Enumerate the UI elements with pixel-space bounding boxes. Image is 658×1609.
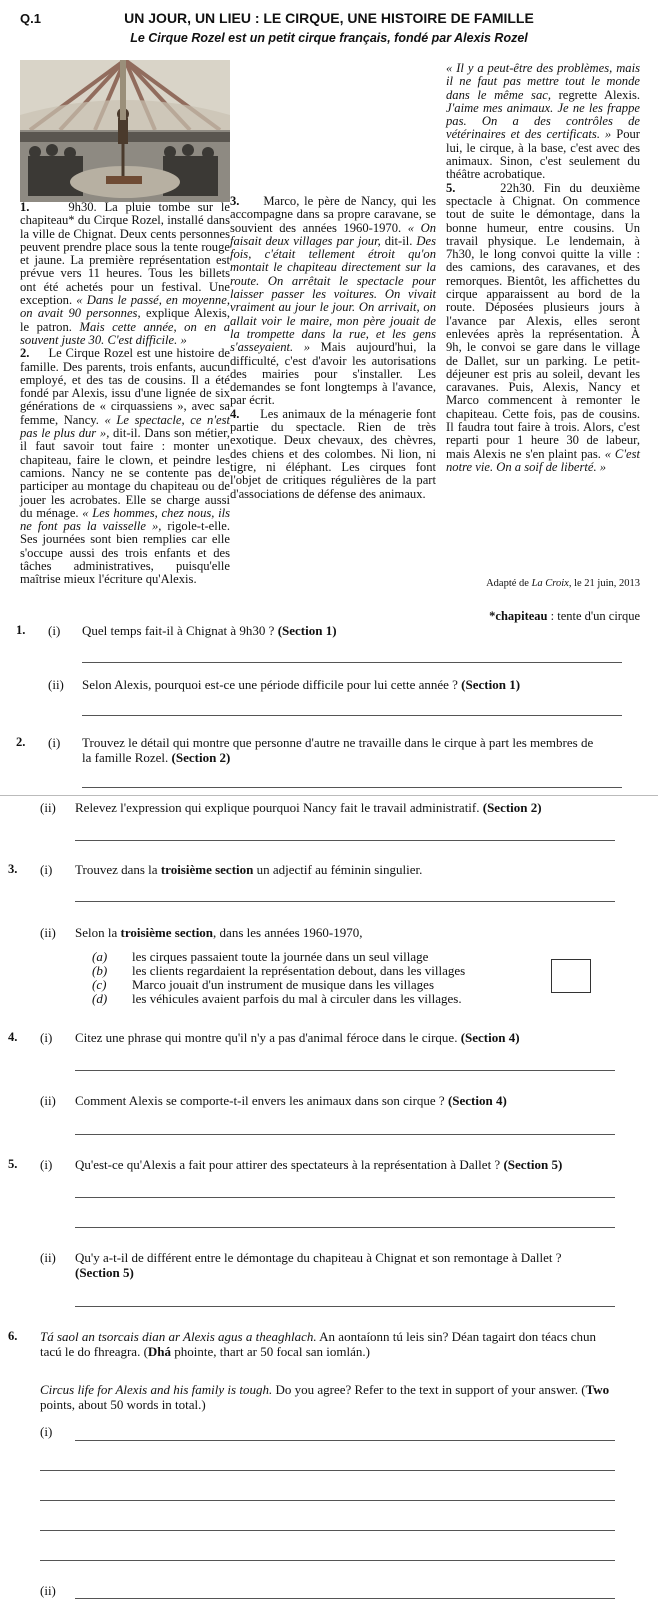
answer-line[interactable] xyxy=(40,1530,615,1531)
quote: J'aime mes animaux. Je ne les frappe pas. On a des contrôles de vétérinaires et des certificats. » xyxy=(446,100,640,142)
answer-line[interactable] xyxy=(75,1598,615,1599)
page-title: UN JOUR, UN LIEU : LE CIRQUE, UNE HISTOIRE DE FAMILLE xyxy=(124,10,534,26)
section-5 xyxy=(446,182,640,475)
question-1-i-label: (i) xyxy=(48,623,61,638)
quote: « Il y a peut-être des problèmes, mais il ne faut pas mettre tout le monde dans le même sac, xyxy=(446,61,640,102)
quote: « Les hommes, chez nous, ils ne font pas la vaisselle », xyxy=(20,505,230,534)
question-2-i: Trouvez le détail qui montre que personne d'autre ne travaille dans le cirque à part les membres de la famille Rozel. (Section 2) xyxy=(82,735,594,765)
question-6-i-label: (i) xyxy=(40,1424,53,1439)
article-column-3 xyxy=(446,62,640,474)
section-text: 22h30. Fin du deuxième spectacle à Chignat. On commence tout de suite le démontage, dans la bonne humeur, entre cousins. Un travail physique. Le lendemain, à 7h30, le long convoi quitte la ville : des camions, des caravanes, et des remorques. Bientôt, les affichettes du cirque apparaissent au bord de la route. Déposées plusieurs jours à l'avance par Alexis, elles seront enlevées après la représentation. À 9h, le convoi se gare dans le village de Dallet, sur un parking. Le petit-déjeuner est pris au soleil, devant les caravanes. Puis, Alexis, Nancy et Marco commencent à remonter le chapiteau. Cette fois, pas de cousins. Il faudra tout faire à trois. Alors, c'est reparti pour 1 heure 30 de labeur, mais Alexis ne s'en plaint pas. xyxy=(446,180,640,461)
section-text: dit-il. xyxy=(380,233,417,248)
section-3 xyxy=(230,195,436,408)
article-column-2 xyxy=(230,62,436,501)
section-text: regrette Alexis. xyxy=(551,87,640,102)
question-6-irish: Tá saol an tsorcais dian ar Alexis agus a theaghlach. An aontaíonn tú leis sin? Déan tagairt don téacs chun tacú le do fhreagra. (Dhá phointe, thart ar 50 focal san iomlán.) xyxy=(40,1329,597,1359)
section-text: Pour lui, le cirque, à la base, c'est avec des animaux. Sinon, c'est seulement du théâtre acrobatique. xyxy=(446,127,640,182)
question-3-ii-label: (ii) xyxy=(40,925,56,940)
question-4-i-label: (i) xyxy=(40,1030,53,1045)
answer-line[interactable] xyxy=(75,1197,615,1198)
answer-line[interactable] xyxy=(40,1470,615,1471)
section-number: 2. xyxy=(20,346,30,361)
answer-line[interactable] xyxy=(82,715,622,716)
section-4-continued xyxy=(446,62,640,182)
question-3-i-label: (i) xyxy=(40,862,53,877)
question-5-ii: Qu'y a-t-il de différent entre le démontage du chapiteau à Chignat et son remontage à Dallet ? (Section 5) xyxy=(75,1250,562,1280)
answer-line[interactable] xyxy=(75,1134,615,1135)
answer-line[interactable] xyxy=(75,1440,615,1441)
page-subtitle: Le Cirque Rozel est un petit cirque français, fondé par Alexis Rozel xyxy=(130,31,528,45)
option-d[interactable]: (d) les véhicules avaient parfois du mal à circuler dans les villages. xyxy=(92,991,462,1006)
quote: « C'est notre vie. On a soif de liberté. » xyxy=(446,446,640,474)
circus-photo xyxy=(20,60,230,202)
page-fold-divider xyxy=(0,795,658,796)
question-5-ii-label: (ii) xyxy=(40,1250,56,1265)
section-text: explique Alexis, le patron. xyxy=(20,306,230,334)
question-4-i: Citez une phrase qui montre qu'il n'y a pas d'animal féroce dans le cirque. (Section 4) xyxy=(75,1030,520,1045)
answer-line[interactable] xyxy=(75,840,615,841)
quote: « Le spectacle, ce n'est pas le plus dur », xyxy=(20,412,230,441)
question-3-ii: Selon la troisième section, dans les années 1960-1970, xyxy=(75,925,363,940)
question-2-i-label: (i) xyxy=(48,735,61,750)
source-citation xyxy=(450,578,640,589)
section-number: 4. xyxy=(230,406,240,421)
section-number: 1. xyxy=(20,200,30,214)
question-4-number: 4. xyxy=(8,1030,18,1044)
source-date: , le 21 juin, 2013 xyxy=(568,578,640,589)
option-a[interactable]: (a) les cirques passaient toute la journée dans un seul village xyxy=(92,949,429,964)
question-2-ii: Relevez l'expression qui explique pourquoi Nancy fait le travail administratif. (Section 2) xyxy=(75,800,542,815)
question-4-ii: Comment Alexis se comporte-t-il envers les animaux dans son cirque ? (Section 4) xyxy=(75,1093,507,1108)
question-5-i: Qu'est-ce qu'Alexis a fait pour attirer des spectateurs à la représentation à Dallet ? (Section 5) xyxy=(75,1157,563,1172)
section-2 xyxy=(20,347,230,586)
section-text: Mais aujourd'hui, la difficulté, c'est d'avoir les autorisations des mairies pour s'installer. Les demandes se font longtemps à l'avance, par écrit. xyxy=(230,340,436,408)
section-text: Les animaux de la ménagerie font partie du spectacle. Rien de très exotique. Deux chevaux, des chèvres, des chiens et des colombes. Ni lion, ni tigre, ni éléphant. Les cirques font l'objet de critiques régulières de la part d'associations de défense des animaux. xyxy=(230,406,436,501)
answer-line[interactable] xyxy=(82,662,622,663)
quote: Des fois, c'était tellement étroit qu'on montait le chapiteau directement sur la route. On arrêtait le spectacle pour laisser passer les voitures. On vivait vraiment au jour le jour. On arrivait, on allait voir le maire, mon père jouait de la trompette dans la rue, et les gens s'asseyaient. » xyxy=(230,233,436,355)
section-text: Le Cirque Rozel est une histoire de famille. Des parents, trois enfants, aucun employé, et des tas de cousins. Il a été fondé par Alexis, issu d'une lignée de six générations de « cirquassiens », avec sa femme, Nancy. xyxy=(20,346,230,427)
question-1-ii-label: (ii) xyxy=(48,677,64,692)
section-number: 5. xyxy=(446,180,456,195)
answer-line[interactable] xyxy=(75,1227,615,1228)
answer-line[interactable] xyxy=(82,787,622,788)
circus-tent-image xyxy=(20,60,230,202)
quote: Mais cette année, on en a souvent juste 30. C'est difficile. » xyxy=(20,319,230,347)
section-2-continued-spacer xyxy=(230,62,436,195)
question-2-ii-label: (ii) xyxy=(40,800,56,815)
answer-line[interactable] xyxy=(75,901,615,902)
source-publication: La Croix xyxy=(531,578,569,589)
question-5-number: 5. xyxy=(8,1157,18,1171)
section-text: Marco, le père de Nancy, qui les accompagne dans sa propre caravane, se souvient des années 1960-1970. xyxy=(230,194,436,235)
answer-line[interactable] xyxy=(75,1070,615,1071)
question-1-number: 1. xyxy=(16,623,26,637)
question-6-ii-label: (ii) xyxy=(40,1583,56,1598)
question-1-i: Quel temps fait-il à Chignat à 9h30 ? (Section 1) xyxy=(82,623,337,638)
option-c[interactable]: (c) Marco jouait d'un instrument de musique dans les villages xyxy=(92,977,435,992)
section-text: rigole-t-elle. Ses journées sont bien remplies car elle s'occupe aussi des trois enfants et des tâches administratives, puisqu'elle maîtrise mieux l'écriture qu'Alexis. xyxy=(20,519,230,587)
question-5-i-label: (i) xyxy=(40,1157,53,1172)
section-text: 9h30. La pluie tombe sur le chapiteau* du Cirque Rozel, installé dans la ville de Chignat. Deux cents personnes peuvent prendre place sous la tente rouge et jaune. La première représentation est prévue vers 11 heures. Tous les billets ont été achetés pour un festival. Une exception. xyxy=(20,200,230,308)
answer-line[interactable] xyxy=(40,1500,615,1501)
question-2-number: 2. xyxy=(16,735,26,749)
section-1 xyxy=(20,201,230,347)
question-4-ii-label: (ii) xyxy=(40,1093,56,1108)
section-number: 3. xyxy=(230,194,240,208)
footnote-definition: : tente d'un cirque xyxy=(547,609,640,623)
footnote xyxy=(440,609,640,624)
option-b[interactable]: (b) les clients regardaient la représentation debout, dans les villages xyxy=(92,963,466,978)
section-text: dit-il. Dans son métier, il faut savoir tout faire : monter un chapiteau, faire le clown, et peindre les camions. Nancy ne se contente pas de participer au montage du chapiteau ou de jouer les acrobates. Elle se charge aussi du ménage. xyxy=(20,426,230,520)
question-1-ii: Selon Alexis, pourquoi est-ce une période difficile pour lui cette année ? (Section 1) xyxy=(82,677,521,692)
answer-line[interactable] xyxy=(40,1560,615,1561)
answer-line[interactable] xyxy=(75,1306,615,1307)
answer-box[interactable] xyxy=(551,959,591,993)
question-number: Q.1 xyxy=(20,11,41,26)
question-3-i: Trouvez dans la troisième section un adjectif au féminin singulier. xyxy=(75,862,423,877)
question-6-number: 6. xyxy=(8,1329,18,1343)
quote: « Dans le passé, en moyenne, on avait 90 personnes, xyxy=(20,293,230,321)
section-4 xyxy=(230,408,436,501)
source-prefix: Adapté de xyxy=(486,578,532,589)
footnote-term: *chapiteau xyxy=(489,609,548,623)
question-6-english: Circus life for Alexis and his family is tough. Do you agree? Refer to the text in support of your answer. (Two points, about 50 words in total.) xyxy=(40,1382,610,1412)
question-3-number: 3. xyxy=(8,862,18,876)
article-column-1 xyxy=(20,201,230,587)
quote: « On faisait deux villages par jour, xyxy=(230,220,436,248)
